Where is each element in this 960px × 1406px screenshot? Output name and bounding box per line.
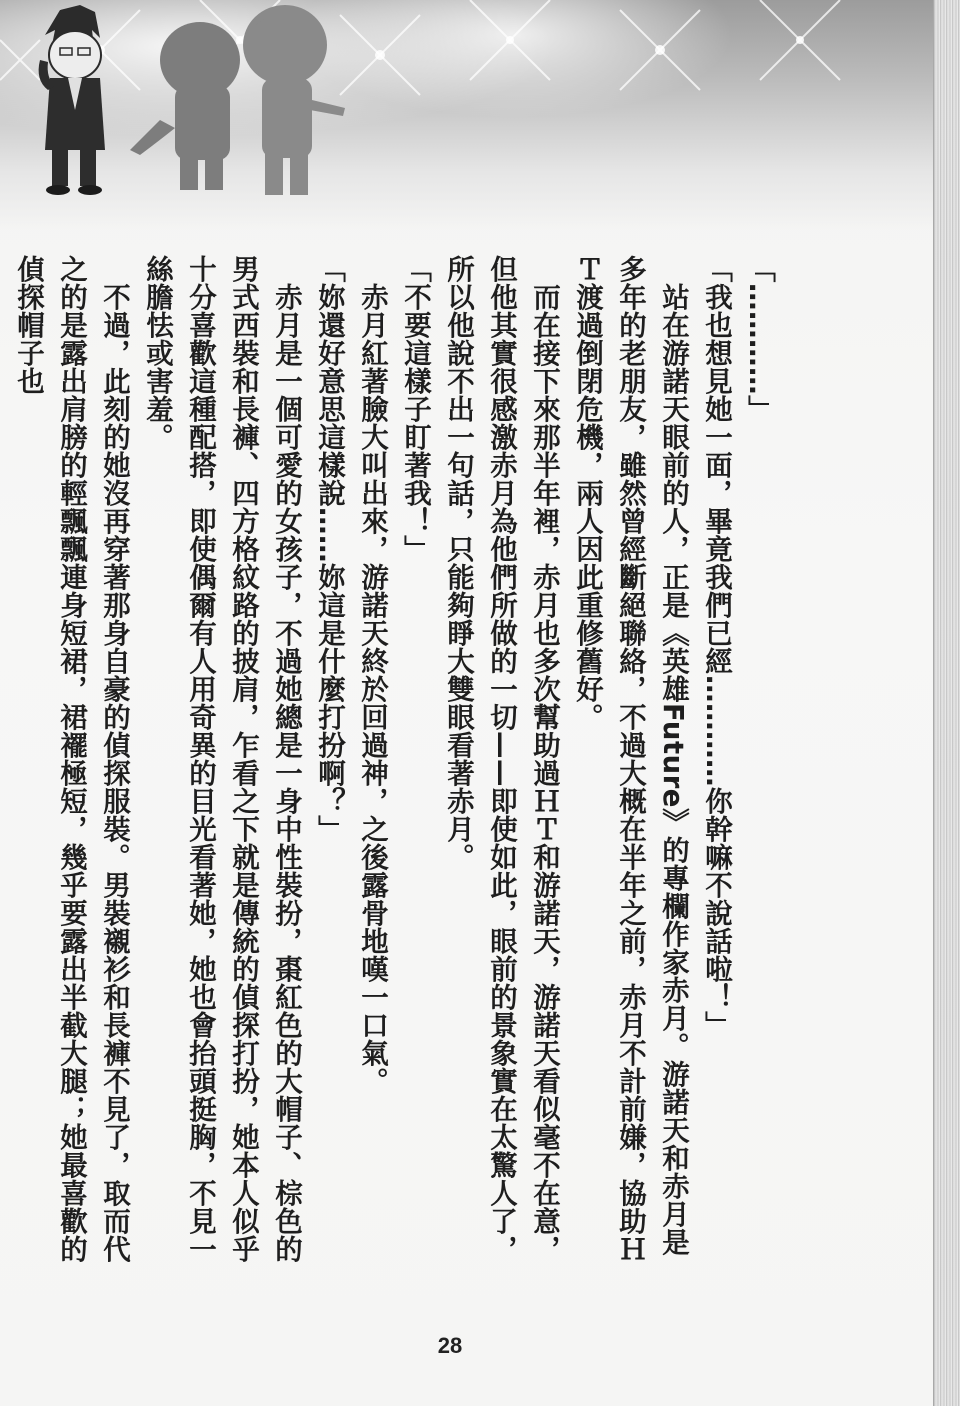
- vertical-body-text: [6, 255, 780, 1270]
- paragraph-7: 「妳還好意思這樣說……妳這是什麼打扮啊？」: [313, 255, 345, 843]
- paragraph-8: 赤月是一個可愛的女孩子，不過她總是一身中性裝扮，棗紅色的大帽子、棕色的男式西裝和長褲、四方格紋路的披肩，乍看之下就是傳統的偵探打扮，她本人似乎十分喜歡這種配搭，即使偶爾有人用奇異的目光看著她，她也會抬頭挺胸，不見一絲膽怯或害羞。: [141, 255, 302, 1263]
- book-page-edge: [933, 0, 960, 1406]
- chibi-characters-illustration: [0, 0, 360, 200]
- paragraph-3: 站在游諾天眼前的人，正是《英雄Future》的專欄作家赤月。游諾天和赤月是多年的老朋友，雖然曾經斷絕聯絡，不過大概在半年之前，赤月不計前嫌，協助ＨＴ渡過倒閉危機，兩人因此重修舊好。: [571, 255, 689, 1263]
- page-number: 28: [437, 1333, 463, 1358]
- paragraph-2: 「我也想見她一面，畢竟我們已經…………你幹嘛不說話啦！」: [700, 255, 732, 1039]
- paragraph-5: 「不要這樣子盯著我！」: [399, 255, 431, 563]
- paragraph-4: 而在接下來那半年裡，赤月也多次幫助過ＨＴ和游諾天，游諾天看似毫不在意，但他其實很感激赤月為他們所做的一切——即使如此，眼前的景象實在太驚人了，所以他說不出一句話，只能夠睜大雙眼看著赤月。: [442, 255, 560, 1263]
- paragraph-9: 不過，此刻的她沒再穿著那身自豪的偵探服裝。男裝襯衫和長褲不見了，取而代之的是露出肩膀的輕飄飄連身短裙，裙襬極短，幾乎要露出半截大腿；她最喜歡的偵探帽子也: [12, 255, 130, 1263]
- header-decoration: [0, 0, 934, 230]
- paragraph-6: 赤月紅著臉大叫出來，游諾天終於回過神，之後露骨地嘆一口氣。: [356, 282, 388, 1095]
- paragraph-1: 「…………」: [743, 255, 775, 423]
